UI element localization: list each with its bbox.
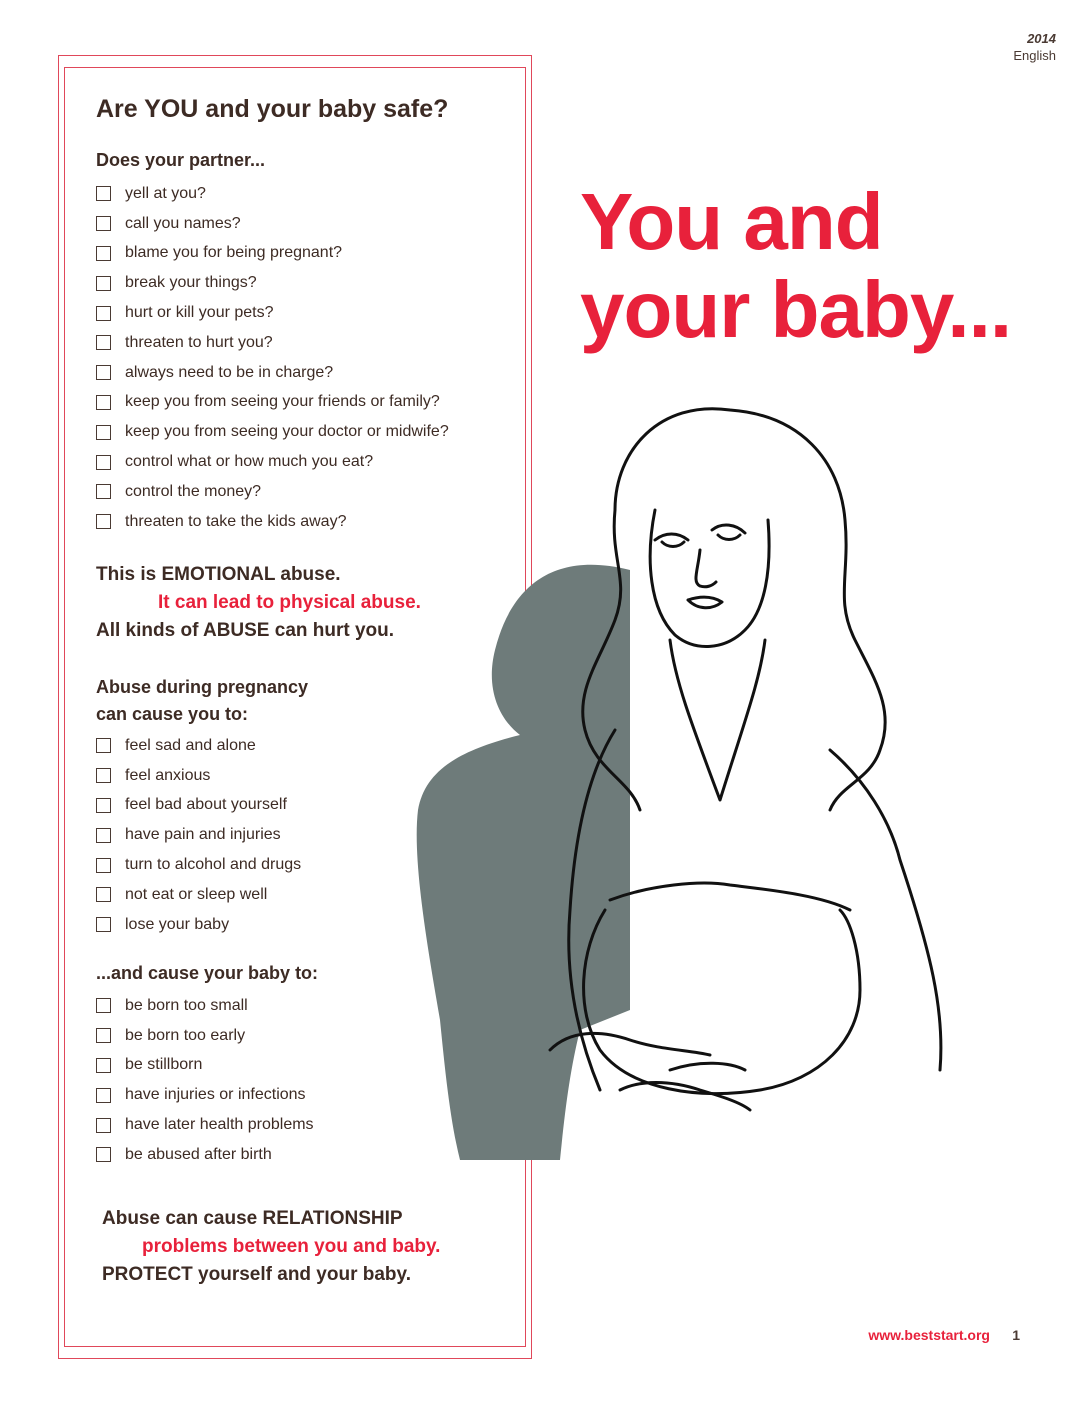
checklist-item	[96, 328, 449, 358]
checklist-item	[96, 820, 301, 850]
checklist-item-label: call you names?	[125, 214, 241, 232]
checkbox[interactable]	[96, 246, 111, 261]
checkbox[interactable]	[96, 335, 111, 350]
checklist-item-label: not eat or sleep well	[125, 885, 268, 903]
checkbox[interactable]	[96, 514, 111, 529]
checklist-item-label: feel sad and alone	[125, 736, 256, 754]
relationship-statement	[102, 1205, 440, 1289]
checklist-item-label: keep you from seeing your friends or family?	[125, 393, 440, 411]
checklist-item-label: yell at you?	[125, 184, 206, 202]
partner-checklist	[96, 179, 449, 537]
statement-line: Abuse can cause RELATIONSHIP	[102, 1208, 403, 1229]
checklist-item-label: feel bad about yourself	[125, 796, 287, 814]
checklist-item-label: have later health problems	[125, 1116, 314, 1134]
checklist-item	[96, 991, 314, 1021]
checklist-item-label: be born too small	[125, 996, 248, 1014]
pregnancy-section-label	[96, 674, 308, 728]
checklist-item-label: feel anxious	[125, 766, 211, 784]
checklist-item	[96, 298, 449, 328]
checkbox[interactable]	[96, 768, 111, 783]
checklist-item-label: be abused after birth	[125, 1145, 272, 1163]
pregnancy-label-line: Abuse during pregnancy	[96, 677, 309, 697]
baby-section-label: ...and cause your baby to:	[96, 963, 319, 983]
document-meta	[1013, 30, 1056, 64]
checklist-item	[96, 1051, 314, 1081]
checkbox[interactable]	[96, 917, 111, 932]
left-eye	[655, 534, 688, 547]
checklist-item-label: be born too early	[125, 1026, 246, 1044]
checkbox[interactable]	[96, 216, 111, 231]
checklist-item-label: control what or how much you eat?	[125, 453, 374, 471]
checklist-item-label: always need to be in charge?	[125, 363, 334, 381]
pregnant-woman-illustration	[400, 390, 1040, 1215]
checkbox[interactable]	[96, 1147, 111, 1162]
checklist-item-label: hurt or kill your pets?	[125, 304, 274, 322]
shadow-figure	[417, 565, 630, 1160]
statement-line: PROTECT yourself and your baby.	[102, 1264, 411, 1285]
checklist-item-label: control the money?	[125, 482, 262, 500]
page-number: 1	[1012, 1327, 1020, 1343]
checklist-item	[96, 447, 449, 477]
checklist-item	[96, 239, 449, 269]
checkbox[interactable]	[96, 306, 111, 321]
partner-section-label: Does your partner...	[96, 150, 266, 170]
panel-heading: Are YOU and your baby safe?	[96, 95, 449, 123]
checklist-item	[96, 1021, 314, 1051]
emotional-abuse-statement	[96, 561, 421, 645]
checklist-item-label: threaten to take the kids away?	[125, 512, 347, 530]
checklist-item-label: have injuries or infections	[125, 1086, 306, 1104]
checkbox[interactable]	[96, 798, 111, 813]
checklist-item	[96, 880, 301, 910]
checkbox[interactable]	[96, 887, 111, 902]
checkbox[interactable]	[96, 455, 111, 470]
checklist-item	[96, 1080, 314, 1110]
checkbox[interactable]	[96, 828, 111, 843]
checklist-item	[96, 417, 449, 447]
mouth	[688, 597, 722, 608]
checklist-item	[96, 1140, 314, 1170]
checklist-item	[96, 209, 449, 239]
face-outline	[650, 510, 769, 646]
checkbox[interactable]	[96, 1028, 111, 1043]
checklist-item-label: break your things?	[125, 274, 257, 292]
checklist-item	[96, 477, 449, 507]
statement-line: This is EMOTIONAL abuse.	[96, 564, 341, 585]
statement-line-highlight: It can lead to physical abuse.	[158, 592, 421, 613]
checklist-item	[96, 507, 449, 537]
neckline	[670, 640, 765, 800]
checklist-item-label: lose your baby	[125, 915, 230, 933]
checklist-item	[96, 731, 301, 761]
checklist-item	[96, 1110, 314, 1140]
checkbox[interactable]	[96, 1058, 111, 1073]
checklist-item-label: blame you for being pregnant?	[125, 244, 343, 262]
checkbox[interactable]	[96, 1088, 111, 1103]
empire-waist	[610, 883, 850, 910]
checklist-item	[96, 761, 301, 791]
year-label: 2014	[1027, 31, 1056, 46]
checkbox[interactable]	[96, 365, 111, 380]
checkbox[interactable]	[96, 484, 111, 499]
checklist-item-label: be stillborn	[125, 1056, 203, 1074]
checklist-item	[96, 179, 449, 209]
website-link[interactable]: www.beststart.org	[868, 1327, 990, 1343]
checklist-item-label: have pain and injuries	[125, 826, 281, 844]
checklist-item	[96, 388, 449, 418]
checkbox[interactable]	[96, 858, 111, 873]
checklist-item-label: turn to alcohol and drugs	[125, 856, 302, 874]
checklist-item	[96, 358, 449, 388]
statement-line-highlight: problems between you and baby.	[142, 1236, 441, 1257]
title-line-1: You and	[580, 177, 883, 266]
nose	[696, 550, 716, 587]
hands	[550, 1033, 750, 1110]
statement-line: All kinds of ABUSE can hurt you.	[96, 620, 395, 641]
checkbox[interactable]	[96, 1118, 111, 1133]
checklist-item	[96, 850, 301, 880]
baby-checklist	[96, 991, 314, 1170]
checkbox[interactable]	[96, 276, 111, 291]
checklist-item	[96, 268, 449, 298]
checklist-item	[96, 791, 301, 821]
checklist-item	[96, 910, 301, 940]
language-label: English	[1013, 48, 1056, 63]
pregnancy-checklist	[96, 731, 301, 940]
checklist-item-label: keep you from seeing your doctor or midwife?	[125, 423, 449, 441]
checkbox[interactable]	[96, 425, 111, 440]
checkbox[interactable]	[96, 186, 111, 201]
checkbox[interactable]	[96, 998, 111, 1013]
pregnancy-label-line: can cause you to:	[96, 704, 249, 724]
right-eye	[712, 525, 745, 540]
checkbox[interactable]	[96, 738, 111, 753]
title-line-2: your baby...	[580, 265, 1012, 354]
checklist-item-label: threaten to hurt you?	[125, 333, 273, 351]
page-title	[580, 178, 1011, 354]
checkbox[interactable]	[96, 395, 111, 410]
